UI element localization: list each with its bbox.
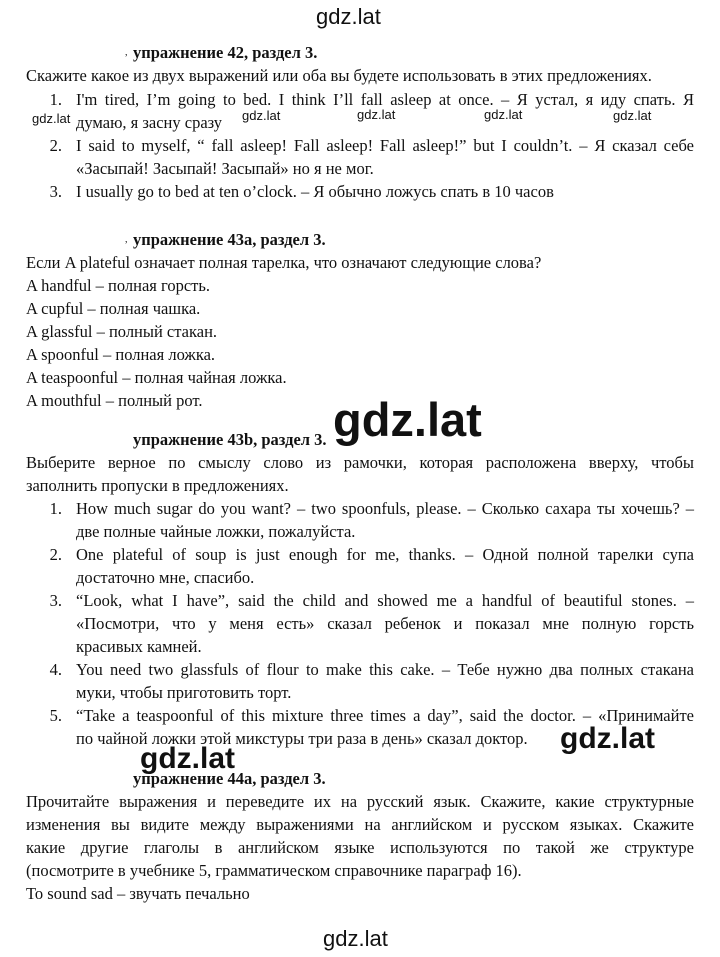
heading-mark: , (125, 234, 128, 245)
watermark-small: gdz.lat (613, 108, 652, 123)
ex44a-heading: упражнение 44а, раздел 3. (133, 769, 326, 788)
ex43b-intro: заполнить пропуски в предложениях. (26, 476, 289, 495)
ex42-item-number: 2. (49, 136, 62, 155)
watermark-small: gdz.lat (484, 107, 523, 122)
ex43a-line: A handful – полная горсть. (26, 276, 211, 295)
watermark-small: gdz.lat (357, 107, 396, 122)
watermark-big: gdz.lat (333, 393, 482, 446)
watermark-small: gdz.lat (242, 108, 281, 123)
ex43b-item-number: 4. (49, 660, 62, 679)
ex44a-line: (посмотрите в учебнике 5, грамматическом справочнике параграф 16). (26, 861, 522, 880)
footer-watermark: gdz.lat (323, 926, 388, 951)
ex43a-line: A glassful – полный стакан. (26, 322, 218, 341)
ex42-item-text: I said to myself, “ fall asleep! Fall asleep! Fall asleep!” but I couldn’t. – Я сказал себе (76, 136, 694, 155)
ex43a-line: A spoonful – полная ложка. (26, 345, 216, 364)
ex43a-intro: Если A plateful означает полная тарелка, что означают следующие слова? (26, 253, 542, 272)
ex42-intro: Скажите какое из двух выражений или оба вы будете использовать в этих предложениях. (26, 66, 652, 85)
ex43a-line: A cupful – полная чашка. (26, 299, 201, 318)
ex42-item-number: 3. (49, 182, 62, 201)
ex43b-item-text: «Посмотри, что у меня есть» сказал ребенок и показал мне полную горсть (76, 614, 694, 633)
ex43b-intro: Выберите верное по смыслу слово из рамочки, которая расположена вверху, чтобы (26, 453, 694, 472)
ex42-item-text: думаю, я засну сразу (76, 113, 223, 132)
ex43a-line: A teaspoonful – полная чайная ложка. (26, 368, 287, 387)
ex44a-line: Прочитайте выражения и переведите их на русский язык. Скажите, какие структурные (26, 792, 694, 811)
heading-mark: , (125, 47, 128, 58)
ex43a-line: A mouthful – полный рот. (26, 391, 203, 410)
ex43b-item-text: “Look, what I have”, said the child and showed me a handful of beautiful stones. – (76, 591, 694, 610)
ex42-item-text: «Засыпай! Засыпай! Засыпай» но я не мог. (76, 159, 374, 178)
ex43b-item-text: You need two glassfuls of flour to make this cake. – Тебе нужно два полных стакана (76, 660, 694, 679)
ex43b-item-text: One plateful of soup is just enough for me, thanks. – Одной полной тарелки супа (76, 545, 694, 564)
ex43b-item-text: две полные чайные ложки, пожалуйста. (76, 522, 356, 541)
ex43a-heading: упражнение 43а, раздел 3. (133, 230, 326, 249)
watermark-big: gdz.lat (140, 742, 235, 775)
ex44a-line: изменения вы видите между выражениями на английском и русском языках. Скажите (26, 815, 694, 834)
ex43b-item-number: 2. (49, 545, 62, 564)
ex43b-item-text: достаточно мне, спасибо. (76, 568, 255, 587)
header-watermark: gdz.lat (316, 4, 381, 29)
ex44a-line: какие другие глаголы в английском языке используются по такой же структуре (26, 838, 694, 857)
ex42-item-text: I'm tired, I’m going to bed. I think I’ll fall asleep at once. – Я устал, я иду спать. Я (76, 90, 694, 109)
ex43b-heading: упражнение 43b, раздел 3. (133, 430, 327, 449)
ex43b-item-text: муки, чтобы приготовить торт. (76, 683, 292, 702)
ex43b-item-number: 5. (49, 706, 62, 725)
ex43b-item-number: 1. (49, 499, 62, 518)
ex43b-item-number: 3. (49, 591, 62, 610)
ex42-item-text: I usually go to bed at ten o’clock. – Я обычно ложусь спать в 10 часов (76, 182, 554, 201)
ex43b-item-text: How much sugar do you want? – two spoonfuls, please. – Сколько сахара ты хочешь? – (76, 499, 694, 518)
ex43b-item-text: “Take a teaspoonful of this mixture three times a day”, said the doctor. – «Принимайте (76, 706, 694, 725)
ex42-item-number: 1. (49, 90, 62, 109)
watermark-small: gdz.lat (32, 111, 71, 126)
ex43b-item-text: по чайной ложки этой микстуры три раза в день» сказал доктор. (76, 729, 528, 748)
ex44a-line: To sound sad – звучать печально (26, 884, 250, 903)
watermark-big: gdz.lat (560, 722, 655, 755)
ex43b-item-text: красивых камней. (76, 637, 202, 656)
ex42-heading: упражнение 42, раздел 3. (133, 43, 318, 62)
